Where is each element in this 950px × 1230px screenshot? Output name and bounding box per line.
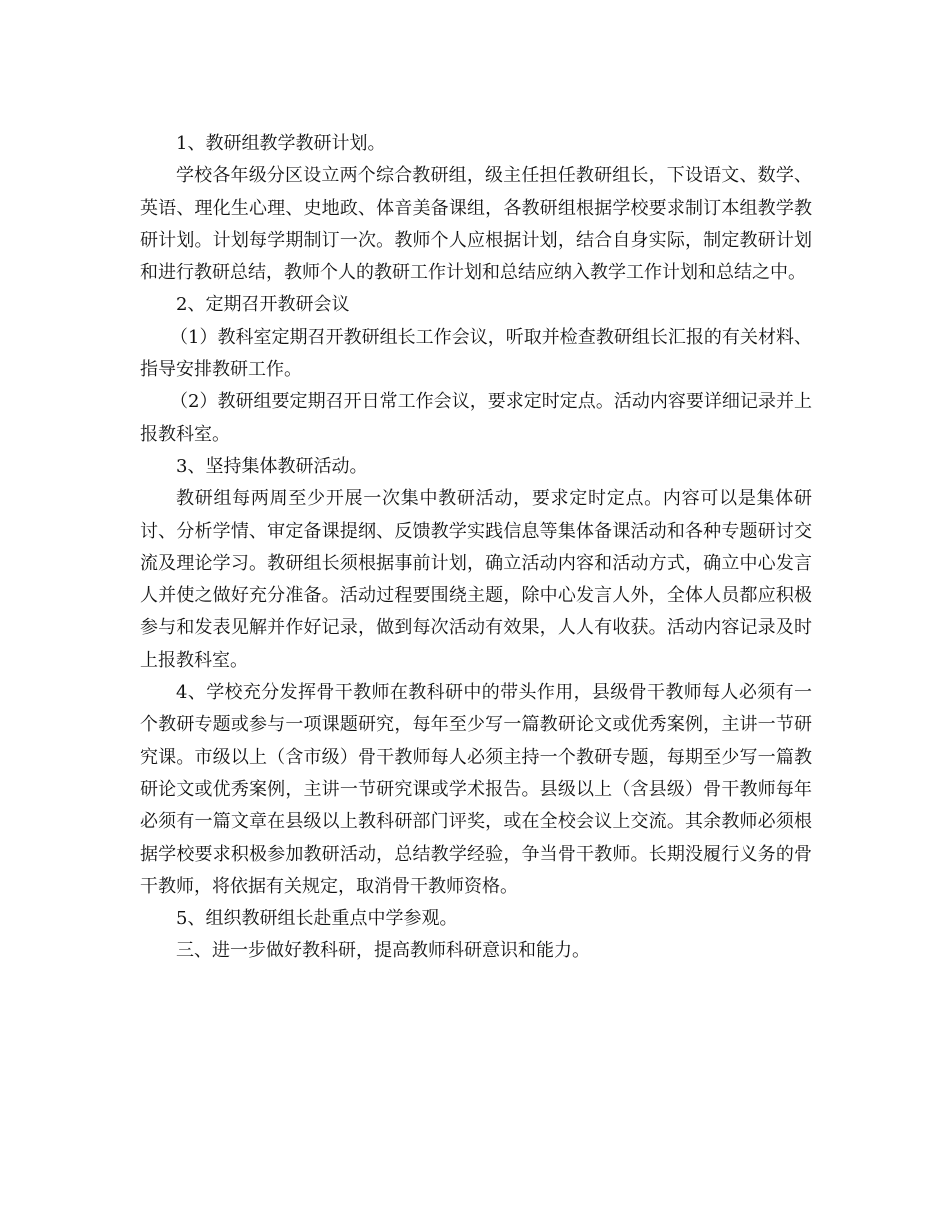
- paragraph-collective-activities: 教研组每两周至少开展一次集中教研活动，要求定时定点。内容可以是集体研讨、分析学情、审定备课提纲、反馈教学实践信息等集体备课活动和各种专题研讨交流及理论学习。教研组长须根据事前计划，确立活动内容和活动方式，确立中心发言人并使之做好充分准备。活动过程要围绕主题，除中心发言人外，全体人员都应积极参与和发表见解并作好记录，做到每次活动有效果，人人有收获。活动内容记录及时上报教科室。: [140, 488, 812, 671]
- heading-section-three: 三、进一步做好教科研，提高教师科研意识和能力。: [176, 940, 590, 962]
- heading-collective-activities: 3、坚持集体教研活动。: [176, 455, 368, 477]
- heading-teaching-research-plan: 1、教研组教学教研计划。: [176, 133, 386, 154]
- paragraph-backbone-teachers: 4、学校充分发挥骨干教师在教科研中的带头作用，县级骨干教师每人必须有一个教研专题或参与一项课题研究，每年至少写一篇教研论文或优秀案例，主讲一节研究课。市级以上（含市级）骨干教师每人必须主持一个教研专题，每期至少写一篇教研论文或优秀案例，主讲一节研究课或学术报告。县级以上（含县级）骨干教师每年必须有一篇文章在县级以上教科研部门评奖，或在全校会议上交流。其余教师必须根据学校要求积极参加教研活动，总结教学经验，争当骨干教师。长期没履行义务的骨干教师，将依据有关规定，取消骨干教师资格。: [140, 682, 812, 897]
- paragraph-meeting-item-1: （1）教科室定期召开教研组长工作会议，听取并检查教研组长汇报的有关材料、指导安排教研工作。: [140, 326, 812, 381]
- paragraph-research-groups: 学校各年级分区设立两个综合教研组，级主任担任教研组长，下设语文、数学、英语、理化生心理、史地政、体音美备课组，各教研组根据学校要求制订本组教学教研计划。计划每学期制订一次。教师个人应根据计划，结合自身实际，制定教研计划和进行教研总结，教师个人的教研工作计划和总结应纳入教学工作计划和总结之中。: [140, 165, 812, 284]
- paragraph-meeting-item-2: （2）教研组要定期召开日常工作会议，要求定时定点。活动内容要详细记录并上报教科室。: [140, 391, 812, 445]
- heading-regular-meetings: 2、定期召开教研会议: [176, 294, 350, 316]
- heading-visit-key-schools: 5、组织教研组长赴重点中学参观。: [176, 908, 458, 930]
- document-body: [140, 128, 812, 968]
